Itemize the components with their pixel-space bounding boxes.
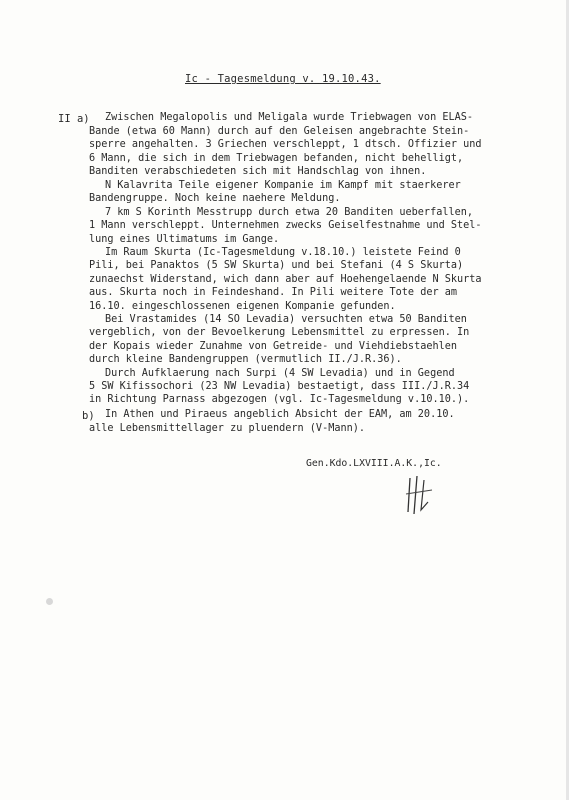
text-line: 16.10. eingeschlossenen eigenen Kompanie gefunden. <box>89 301 396 312</box>
text-line: aus. Skurta noch in Feindeshand. In Pili weitere Tote der am <box>89 287 458 298</box>
punch-hole-mark <box>46 598 53 605</box>
text-line: sperre angehalten. 3 Griechen verschleppt, 1 dtsch. Offizier und <box>89 139 482 150</box>
text-line: 1 Mann verschleppt. Unternehmen zwecks Geiselfestnahme und Stel- <box>89 220 482 231</box>
text-line: N Kalavrita Teile eigener Kompanie im Kampf mit staerkerer <box>105 180 461 191</box>
text-line: lung eines Ultimatums im Gange. <box>89 234 280 245</box>
signature-line: Gen.Kdo.LXVIII.A.K.,Ic. <box>306 458 442 469</box>
text-line: der Kopais wieder Zunahme von Getreide- und Viehdiebstaehlen <box>89 341 458 352</box>
text-line: Bei Vrastamides (14 SO Levadia) versuchten etwa 50 Banditen <box>105 314 467 325</box>
text-line: 6 Mann, die sich in dem Triebwagen befanden, nicht behelligt, <box>89 153 464 164</box>
text-line: In Athen und Piraeus angeblich Absicht der EAM, am 20.10. <box>105 409 455 420</box>
text-line: durch kleine Bandengruppen (vermutlich II./J.R.36). <box>89 354 402 365</box>
text-line: 5 SW Kifissochori (23 NW Levadia) bestaetigt, dass III./J.R.34 <box>89 381 470 392</box>
text-line: in Richtung Parnass abgezogen (vgl. Ic-Tagesmeldung v.10.10.). <box>89 394 470 405</box>
text-line: 7 km S Korinth Messtrupp durch etwa 20 Banditen ueberfallen, <box>105 207 474 218</box>
text-line: Im Raum Skurta (Ic-Tagesmeldung v.18.10.) leistete Feind 0 <box>105 247 461 258</box>
handwritten-signature <box>404 474 438 518</box>
text-line: alle Lebensmittellager zu pluendern (V-Mann). <box>89 423 366 434</box>
document-title: Ic - Tagesmeldung v. 19.10.43. <box>185 73 381 85</box>
text-line: Pili, bei Panaktos (5 SW Skurta) und bei Stefani (4 S Skurta) <box>89 260 464 271</box>
section-a-label: II a) <box>58 113 90 125</box>
section-b-label: b) <box>82 410 95 422</box>
text-line: Durch Aufklaerung nach Surpi (4 SW Levadia) und in Gegend <box>105 368 455 379</box>
text-line: Bande (etwa 60 Mann) durch auf den Geleisen angebrachte Stein- <box>89 126 470 137</box>
text-line: zunaechst Widerstand, wich dann aber auf Hoehengelaende N Skurta <box>89 274 482 285</box>
text-line: Bandengruppe. Noch keine naehere Meldung. <box>89 193 341 204</box>
text-line: Banditen verabschiedeten sich mit Handschlag von ihnen. <box>89 166 427 177</box>
text-line: Zwischen Megalopolis und Meligala wurde Triebwagen von ELAS- <box>105 112 474 123</box>
text-line: vergeblich, von der Bevoelkerung Lebensmittel zu erpressen. In <box>89 327 470 338</box>
